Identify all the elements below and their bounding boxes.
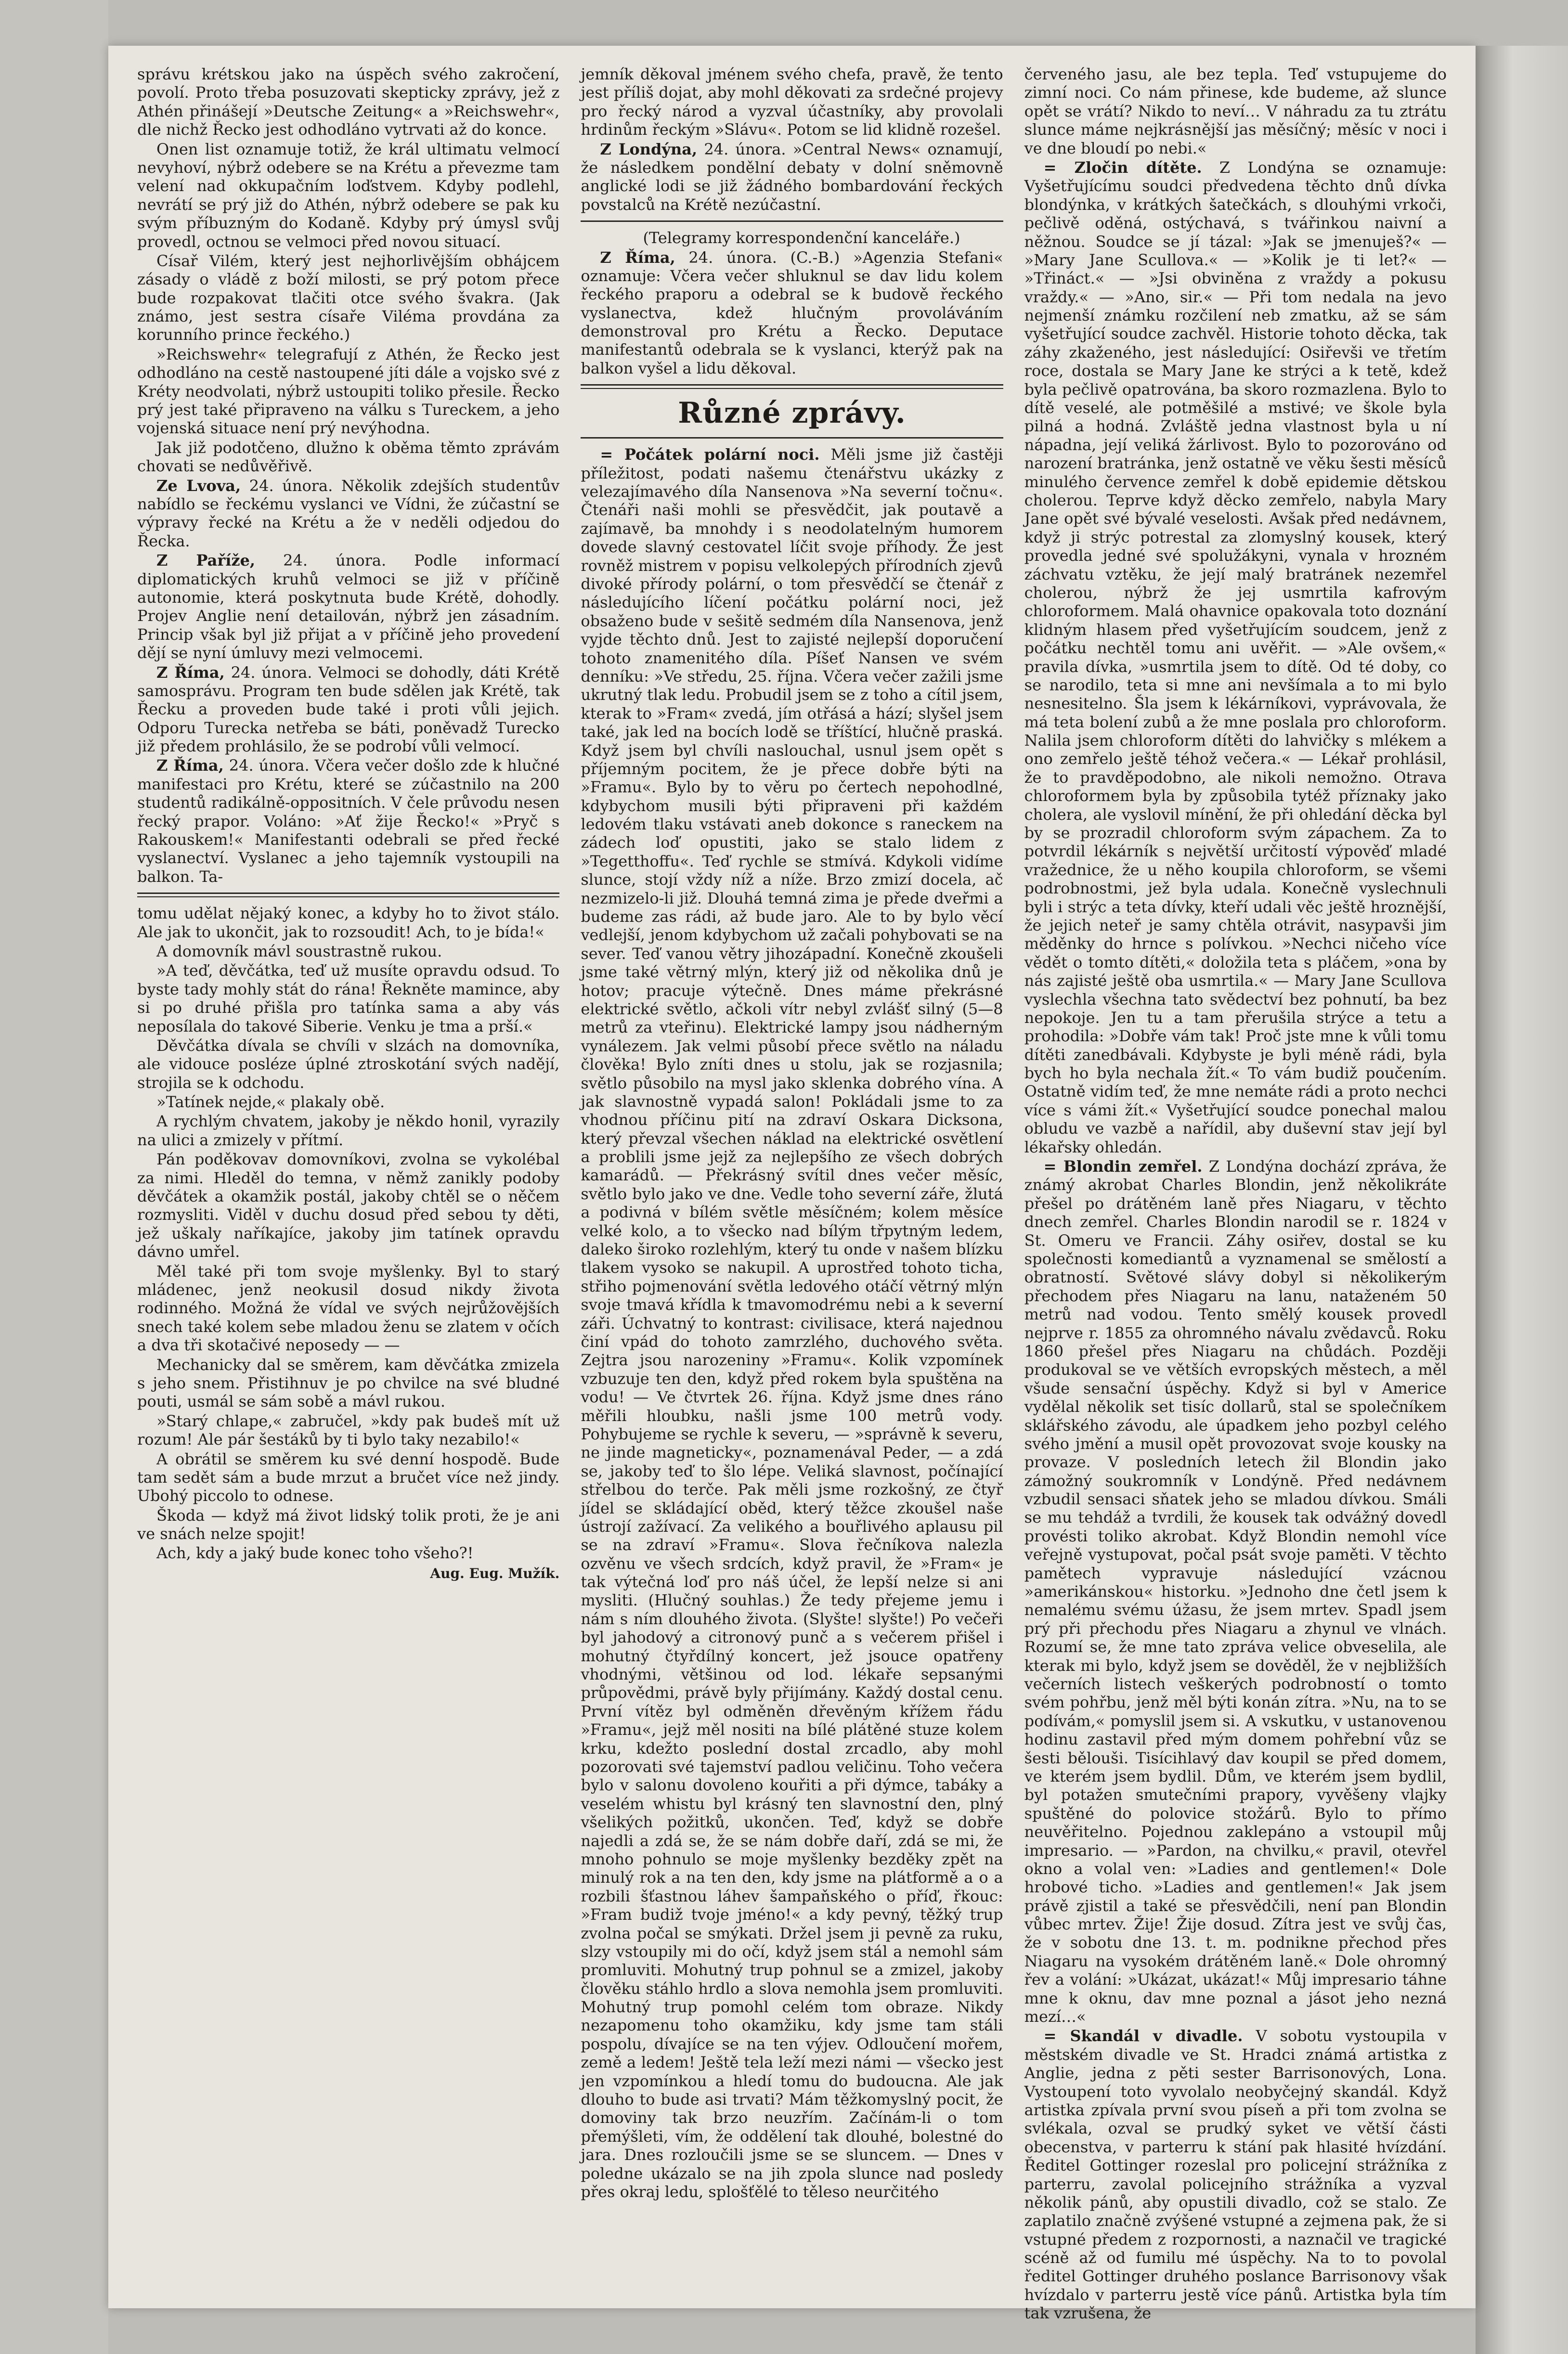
paragraph: správu krétskou jako na úspěch svého zakročení, povolí. Proto třeba posuzovati skepticky zprávy, jež z Athén přinášejí »Deutsche Zeitung« a »Reichswehr«, dle nichž Řecko jest odhodláno vytrvati až do konce. (137, 65, 560, 139)
divider (137, 892, 559, 897)
dateline: Z Londýna, (600, 140, 698, 158)
columns (137, 65, 1447, 2323)
dispatch (137, 756, 559, 886)
paragraph: Jak již podotčeno, dlužno k oběma těmto zprávám chovati se nedůvěřivě. (137, 438, 560, 476)
news-headline: = Blondin zemřel. (1043, 1157, 1203, 1176)
author-signature: Aug. Eug. Mužík. (430, 1565, 560, 1581)
dispatch (581, 248, 1003, 378)
story-paragraph: Škoda — když má život lidský tolik proti, že je ani ve snách nelze spojit! (137, 1506, 560, 1543)
news-item (581, 445, 1003, 2201)
story-paragraph: Mechanicky dal se směrem, kam děvčátka zmizela s jeho snem. Přistihnuv je po chvilce na své bludné pouti, usmál se sám sobě a mávl rukou. (137, 1355, 560, 1411)
story-paragraph: »Starý chlape,« zabručel, »kdy pak budeš mít už rozum! Ale pár šestáků by ti bylo taky nezabilo!« (137, 1411, 560, 1449)
news-text: Z Londýna se oznamuje: Vyšetřujícímu soudci předvedena těchto dnů dívka blondýnka, v krátkých šatečkách, s dlouhými vrkoči, pečlivě oděná, ostýchavá, s tvářinkou naivní a něžnou. Soudce se jí tázal: »Jak se jmenuješ?« — »Mary Jane Scullova.« — »Kolik je ti let?« — »Třináct.« — »Jsi obviněna z vraždy a pokusu vraždy.« — »Ano, sir.« — Při tom nedala na jevo nejmenší známku rozčilení neb zmatku, až se sám vyšetřující soudce zachvěl. Historie tohoto děcka, tak záhy zkaženého, jest následující: Osiřevši ve třetím roce, dostala se Mary Jane ke strýci a k tetě, kdež byla pečlivě opatrována, ba skoro rozmazlena. Bylo to dítě veselé, ale potměšilé a mstivé; ve škole byla pilná a hodná. Zvláště jedna vlastnost byla u ní nápadna, její veliká žárlivost. Bylo to pozorováno od narození bratránka, jenž ostatně ve věku šesti měsíců minulého července zemřel k době epidemie dětskou cholerou. Teprve když děcko zemřelo, nabyla Mary Jane opět své bývalé veselosti. Avšak před nedávnem, když ji strýc potrestal za zlomyslný kousek, který provedla jedné své spolužákyni, vynala v hrozném záchvatu vztěku, že její malý bratránek nezemřel cholerou, nýbrž že jej usmrtila kafrovým chloroformem. Malá ohavnice opakovala toto doznání klidným hlasem před vyšetřujícím soudcem, jenž z počátku nechtěl tomu ani uvěřit. — »Ale ovšem,« pravila dívka, »usmrtila jsem to dítě. Od té doby, co se narodilo, teta si mne ani nevšímala a to mi bylo nesnesitelno. Šla jsem k lékárníkovi, vyprávovala, že má teta bolení zubů a že mne poslala pro chloroform. Nalila jsem chloroform dítěti do lahvičky s mlékem a ono zemřelo ještě téhož večera.« — Lékař prohlásil, že to pravděpodobno, ale nikoli nemožno. Otrava chloroformem byla by způsobila tytéž příznaky jako cholera, ale vyslovil mínění, že při ohledání děcka byl by se prozradil chloroform svým zápachem. Za to potvrdil lékárník s největší určitostí výpověď mladé vražednice, že u něho koupila chloroform, se všemi podrobnostmi, jež byla udala. Konečně vyslechnuli byli i strýc a teta dívky, kteří udali věc ještě hroznější, že jejich neteř je samy chtěla otrávit, nasypavši jim měděnky do hrnce s polívkou. »Nechci ničeho více vědět o tomto dítěti,« doložila teta s pláčem, »ona by nás zajisté ještě oba usmrtila.« — Mary Jane Scullova vyslechla všechna tato svědectví bez pohnutí, ba bez nepokoje. Jen tu a tam přerušila strýce a tetu a prohodila: »Dobře vám tak! Proč jste mne k vůli tomu dítěti zanedbávali. Kdybyste je byli méně rádi, byla bych ho byla nechala žít.« To vám budiž poučením. Ostatně vidím teď, že mne nemáte rádi a proto nechci více s vámi žít.« Vyšetřující soudce ponechal malou obludu ve vazbě a nařídil, aby duševní stav její byl lékařsky ohledán. (1024, 158, 1447, 1156)
paragraph: Onen list oznamuje totiž, že král ultimatu velmocí nevyhoví, nýbrž odebere se na Krétu a převezme tam velení nad okkupačním loďstvem. Kdyby podlehl, nevrátí se prý již do Athén, nýbrž odebere se pak ku svým příbuzným do Kodaně. Kdyby prý úmysl svůj provedl, octnou se velmoci před novou situací. (137, 140, 560, 251)
news-headline: = Skandál v divadle. (1043, 2027, 1243, 2045)
news-item (1024, 2027, 1447, 2322)
paragraph: červeného jasu, ale bez tepla. Teď vstupujeme do zimní noci. Co nám přinese, kde budeme, až slunce opět se vrátí? Nikdo to neví… V náhradu za tu ztrátu slunce máme nejkrásnější jas měsíčný; měsíc v noci i ve dne bloudí po nebi.« (1024, 65, 1447, 157)
column-1 (137, 65, 559, 2289)
story-paragraph: »A teď, děvčátka, teď už musíte opravdu odsud. To byste tady mohly stát do rána! Řekněte mamince, aby si po druhé přišla pro tatínka sama a aby vás neposílala do takové Siberie. Venku je tma a prší.« (137, 961, 560, 1035)
scan-margin-left (0, 0, 108, 2354)
column-3 (1024, 65, 1447, 2323)
story-paragraph: Děvčátka dívala se chvíli v slzách na domovníka, ale vidouce posléze úplné ztroskotání svých nadějí, strojila se k odchodu. (137, 1036, 560, 1092)
story-paragraph: A obrátil se směrem ku své denní hospodě. Bude tam sedět sám a bude mrzut a bručet více než jindy. Ubohý piccolo to odnese. (137, 1449, 560, 1505)
dateline: Z Říma, (156, 756, 224, 775)
divider (581, 384, 1003, 389)
telegram-note: (Telegramy korrespondenční kanceláře.) (643, 229, 960, 247)
story-paragraph: Pán poděkovav domovníkovi, zvolna se vykolébal za nimi. Hleděl do temna, v němž zanikly podoby děvčátek a okamžik postál, jakoby chtěl se o něčem rozmysliti. Viděl v duchu dosud před sebou ty děti, jež uškaly naříkajíce, jakoby jim tatínek opravdu dávno umřel. (137, 1150, 560, 1261)
story-paragraph: »Tatínek nejde,« plakaly obě. (156, 1093, 385, 1112)
dispatch-text: 24. února. Velmoci se dohodly, dáti Krétě samosprávu. Program ten bude sdělen jak Krétě, tak Řecku a proveden bude také i proti vůli jejich. Odporu Turecka netřeba se báti, poněvadž Turecko již předem prohlásilo, že se podrobí vůli velmocí. (137, 663, 560, 756)
dispatch (581, 140, 1003, 214)
paragraph: »Reichswehr« telegrafují z Athén, že Řecko jest odhodláno na cestě nastoupené jíti dále a vojsko své z Kréty neodvolati, nýbrž ustoupiti toliko přesile. Řecko prý jest také připraveno na válku s Tureckem, a jeho vojenská situace není prý nevýhodna. (137, 345, 560, 438)
news-headline: = Počátek polární noci. (600, 445, 820, 464)
section-title: Různé zprávy. (678, 396, 906, 430)
dispatch (137, 551, 559, 662)
story-paragraph: A rychlým chvatem, jakoby je někdo honil, vyrazily na ulici a zmizely v přítmí. (137, 1112, 560, 1149)
dispatch-text: 24. února. Několik zdejších studentův nabídlo se řeckému vyslanci ve Vídni, že zúčastní se výpravy řecké na Krétu a že v neděli odjedou do Řecka. (137, 476, 560, 550)
dispatch-text: 24. února. »Central News« oznamují, že následkem pondělní debaty v dolní sněmovně anglické lodi se již žádného bombardování řeckých povstalců na Krétě nezúčastní. (581, 140, 1003, 214)
news-item (1024, 158, 1447, 1156)
divider (581, 437, 1003, 439)
news-text: V sobotu vystoupila v městském divadle ve St. Hradci známá artistka z Anglie, jedna z pěti sester Barrisonových, Lona. Vystoupení toto vyvolalo neobyčejný skandál. Když artistka zpívala první svou píseň a při tom zvolna se svlékala, ozval se prudký syket ve větší části obecenstva, v parterru k stání pak hlasité hvízdání. Ředitel Gottinger rozeslal pro policejní strážníka z parterru, zavolal policejního strážníka a vyzval několik pánů, aby opustili divadlo, což se stalo. Ze zaplatilo značně zvýšené vstupné a zejmena pak, že si vstupné předem z rozpornosti, a naznačil ve tragické scéně až od fumilu mé úspěchy. Na to to povolal ředitel Gottinger druhého poslance Barrisonovy však hvízdalo v parterru jestě více pánů. Artistka byla tím tak vzrušena, že (1024, 2027, 1447, 2323)
story-paragraph: A domovník mávl soustrastně rukou. (156, 942, 442, 960)
dateline: Z Říma, (600, 248, 675, 267)
dateline: Z Paříže, (156, 551, 256, 570)
scan-margin-right (1476, 46, 1568, 2354)
newspaper-page (108, 46, 1476, 2323)
dispatch (137, 477, 559, 551)
story-paragraph: Ach, kdy a jaký bude konec toho všeho?! (156, 1544, 474, 1563)
divider (581, 220, 1003, 222)
story-paragraph: Měl také při tom svoje myšlenky. Byl to starý mládenec, jenž neokusil dosud nikdy života rodinného. Možná že vídal ve svých nejrůžovějších snech také kolem sebe mladou ženu se zlatem v očích a dva tři skotačivé neposedy — — (137, 1262, 560, 1355)
column-2 (581, 65, 1003, 2289)
dispatch (137, 663, 559, 756)
dispatch-text: 24. února. Včera večer došlo zde k hlučné manifestaci pro Krétu, které se zúčastnilo na 200 studentů radikálně-oppositních. V čele průvodu nesen řecký prapor. Voláno: »Ať žije Řecko!« »Pryč s Rakouskem!« Manifestanti odebrali se před řecké vyslanectví. Vyslanec a jeho tajemník vystoupili na balkon. Ta- (137, 756, 560, 886)
paragraph: jemník děkoval jménem svého chefa, pravě, že tento jest příliš dojat, aby mohl děkovati za srdečné projevy pro řecký národ a vyzval účastníky, aby provolali hrdinům řeckým »Slávu«. Potom se lid klidně rozešel. (581, 65, 1003, 139)
paragraph: Císař Vilém, který jest nejhorlivějším obhájcem zásady o vládě z boží milosti, se prý potom přece bude rozpakovat tlačiti otce svého švakra. (Jak známo, jest sestra císaře Viléma provdána za korunního prince řeckého.) (137, 251, 560, 344)
news-text: Měli jsme již častěji příležitost, podati našemu čtenářstvu ukázky z velezajímavého díla Nansenova »Na severní točnu«. Čtenáři naši mohli se přesvědčit, jak poutavě a zajímavě, ba mnohdy i s neodolatelným humorem dovede slavný cestovatel líčit svoje příhody. Že jest rovněž mistrem v popisu velkolepých přírodních zjevů divoké přírody polární, o tom přesvědčí se čtenář z následujícího líčení počátku polární noci, jež obsaženo bude v sešitě sedmém díla Nansenova, jenž vyjde těchto dnů. Jest to zajisté nejlepší doporučení tohoto znamenitého díla. Píšeť Nansen ve svém denníku: »Ve středu, 25. října. Včera večer zažili jsme ukrutný tlak ledu. Probudil jsem se z toho a cítil jsem, kterak to »Fram« zvedá, jím otřásá a hází; slyšel jsem také, jak led na bocích lodě se tříštící, hlučně praská. Když jsem byl chvíli naslouchal, usnul jsem opět s příjemným pocitem, že je přece dobře býti na »Framu«. Bylo by to věru po čertech nepohodlné, kdybychom musili býti připraveni při každém ledovém tlaku vstávati aneb dokonce s raneckem na zádech loď opustiti, jako se stalo lidem z »Tegetthoffu«. Teď rychle se stmívá. Kdykoli vidíme slunce, stojí vždy níž a níže. Brzo zmizí docela, ač nezmizelo-li již. Dlouhá temná zima je přede dveřmi a budeme zas rádi, až bude jaro. Ale to by bylo věcí vedlejší, jenom kdybychom už začali pohybovati se na sever. Teď vanou větry jihozápadní. Konečně zkoušeli jsme také větrný mlýn, který již od několika dnů je hotov; pracuje výtečně. Dnes máme překrásné elektrické světlo, ačkoli vítr nebyl zvlášť silný (5—8 metrů za vteřinu). Elektrické lampy jsou nádherným vynálezem. Jak velmi působí přece světlo na náladu člověka! Bylo zníti dnes u stolu, jak se rozjasnila; světlo působilo na mysl jako sklenka dobrého vína. A jak slavnostně vypadá salon! Pokládali jsme to za vhodnou příčinu pití na zdraví Oskara Dicksona, který převzal všechen náklad na elektrické osvětlení a problili jsme jejž za nejlepšího ze všech dobrých kamarádů. — Překrásný svítil dnes večer měsíc, světlo bylo jako ve dne. Vedle toho severní záře, žlutá a podivná v bílém světle měsíčném; kolem měsíce velké kolo, a to všecko nad bílým třpytným ledem, daleko široko rozlehlým, který tu onde v našem blízku tlakem vysoko se nakupil. A uprostřed tohoto ticha, střiho pojmenování světla ledového otáčí větrný mlýn svoje tmavá křídla k tmavomodrému nebi a k severní záři. Úchvatný to kontrast: civilisace, která najednou činí vpád do tohoto zamrzlého, duchového světa. Zejtra jsou narozeniny »Framu«. Kolik vzpomínek vzbuzuje ten den, když před rokem byla spuštěna na vodu! — Ve čtvrtek 26. října. Když jsme dnes ráno měřili hloubku, našli jsme 100 metrů vody. Pohybujeme se rychle k severu, — »správně k severu, ne jinde magneticky«, poznamenával Peder, — a zdá se, jakoby teď to šlo lépe. Veliká slavnost, počínající střelbou do terče. Pak měli jsme rozkošný, ze čtyř jídel se skládající oběd, který těžce zkoušel naše ústrojí zažívací. Za velikého a bouřlivého aplausu pil se na zdraví »Framu«. Slova řečníkova nalezla ozvěnu ve všech srdcích, když pravil, že »Fram« je tak výtečná loď pro náš účel, že lepší nelze si ani mysliti. (Hlučný souhlas.) Že tedy přejeme jemu i nám s ním dlouhého života. (Slyšte! slyšte!) Po večeři byl jahodový a citronový punč a s večerem přišel i mohutný čtyřdílný koncert, jež jsouce opatřeny vhodnými, většinou od lod. lékaře sepsanými průpovědmi, právě byly přijímány. Každý dostal cenu. První vítěz byl odměněn dřevěným křížem řádu »Framu«, jejž měl nositi na bílé plátěné stuze kolem krku, kdežto poslední dostal zrcadlo, aby mohl pozorovati své tajemství padlou veličinu. Toho večera bylo v salonu dovoleno kouřiti a při dýmce, tabáky a veselém whistu byl krásný ten slavnostní den, plný všelikých požitků, ukončen. Teď, když se dobře najedli a zdá se, že se nám dobře daří, zdá se mi, že mnoho pohnulo se moje myšlenky bezděky zpět na minulý rok a na ten den, kdy jsme na plátformě a o a rozbili šťastnou láhev šampaňského o příď, řkouc: »Fram budiž tvoje jméno!« a kdy pevný, těžký trup zvolna počal se smýkati. Držel jsem ji pevně za ruku, slzy vstoupily mi do očí, když jsem stál a nemohl sám promluviti. Mohutný trup pohnul se a zmizel, jakoby člověku stáhlo hrdlo a slova nemohla jsem promluviti. Mohutný trup pomohl celém tom obraze. Nikdy nezapomenu toho okamžiku, kdy jsme tam stáli pospolu, dívajíce se na ten výjev. Odloučení mořem, země a ledem! Ještě tela leží mezi námi — všecko jest jen vzpomínkou a hledí tomu do budoucna. Ale jak dlouho to bude asi trvati? Mám těžkomyslný pocit, že domoviny tak brzo neuzřím. Začínám-li o tom přemýšleti, vím, že oddělení tak dlouhé, bolestné do jara. Dnes rozloučili jsme se se sluncem. — Dnes v poledne ukázalo se na jih zpola slunce nad posledy přes okraj ledu, splošťělé to těleso neurčitého (581, 445, 1003, 2201)
news-text: Z Londýna dochází zpráva, že známý akrobat Charles Blondin, jenž několikráte přešel po drátěném laně přes Niagaru, v těchto dnech zemřel. Charles Blondin narodil se r. 1824 v St. Omeru ve Francii. Záhy osiřev, dostal se ku společnosti komediantů a vyznamenal se smělostí a obratností. Světové slávy dobyl si několikerým přechodem přes Niagaru na lanu, nataženém 50 metrů nad vodou. Tento smělý kousek provedl nejprve r. 1855 za ohromného návalu zvědavců. Roku 1860 přešel přes Niagaru na chůdách. Později produkoval se ve větších evropských městech, a měl všude sensační úspěchy. Když si byl v Americe vydělal několik set tisíc dollarů, stal se společníkem sklářského závodu, ale úpadkem jeho pozbyl celého svého jmění a musil opět provozovat svoje kousky na provaze. V posledních letech žil Blondin jako zámožný soukromník v Londýně. Před nedávnem vzbudil sensaci sňatek jeho se mladou dívkou. Smáli se mu tehdáž a tvrdili, že kousek tak odvážný dovedl provésti toliko akrobat. Když Blondin nemohl více veřejně vystupovat, počal psát svoje paměti. V těchto pamětech vypravuje následující vzácnou »amerikánskou« historku. »Jednoho dne četl jsem k nemalému svému úžasu, že jsem mrtev. Spadl jsem prý při přechodu přes Niagaru a zhynul ve vlnách. Rozumí se, že mne tato zpráva velice obveselila, ale kterak mi bylo, když jsem se dověděl, že v nejbližších večerních listech veškerých podrobností o tomto svém pohřbu, jenž měl býti konán zítra. »Nu, na to se podívám,« pomyslil jsem si. A vskutku, v ustanovenou hodinu zastavil před mým domem pohřební vůz se šesti bělouši. Tisícihlavý dav koupil se před domem, ve kterém jsem bydlil. Dům, ve kterém jsem bydlil, byl potažen smutečními prapory, vyvěšeny vlajky spuštěné do polovice stožárů. Bylo to přímo neuvěřitelno. Pojednou zaklepáno a vstoupil můj impresario. — »Pardon, na chvilku,« pravil, otevřel okno a volal ven: »Ladies and gentlemen!« Dole hrobové ticho. »Ladies and gentlemen!« Jak jsem právě zjistil a také se přesvědčili, není pan Blondin vůbec mrtev. Žije! Žije dosud. Zítra jest ve svůj čas, že v sobotu dne 13. t. m. podnikne přechod přes Niagaru na vysokém drátěném laně.« Dole ohromný řev a volání: »Ukázat, ukázat!« Můj impresario táhne mne k oknu, dav mne poznal a jásot jeho nezná mezí…« (1024, 1157, 1447, 2026)
news-headline: = Zločin dítěte. (1043, 158, 1202, 177)
dispatch-text: 24. února. Podle informací diplomatických kruhů velmoci se již v příčině autonomie, která poskytnuta bude Krétě, dohodly. Projev Anglie není detailován, nýbrž jen zásadním. Princip však byl již přijat a v příčině jeho provedení dějí se nyní úmluvy mezi velmocemi. (137, 551, 560, 662)
dateline: Ze Lvova, (156, 476, 241, 495)
story-paragraph: tomu udělat nějaký konec, a kdyby ho to život stálo. Ale jak to ukončit, jak to rozsoudit! Ach, to je bída!« (137, 904, 560, 941)
dateline: Z Říma, (156, 663, 225, 682)
news-item (1024, 1157, 1447, 2026)
dispatch-text: 24. února. (C.-B.) »Agenzia Stefani« oznamuje: Včera večer shluknul se dav lidu kolem řeckého praporu a odebral se k budově řeckého vyslanectva, kdež hlučným provoláváním demonstroval pro Krétu a Řecko. Deputace manifestantů odebrala se k vyslanci, kterýž pak na balkon vyšel a lidu děkoval. (581, 248, 1003, 377)
